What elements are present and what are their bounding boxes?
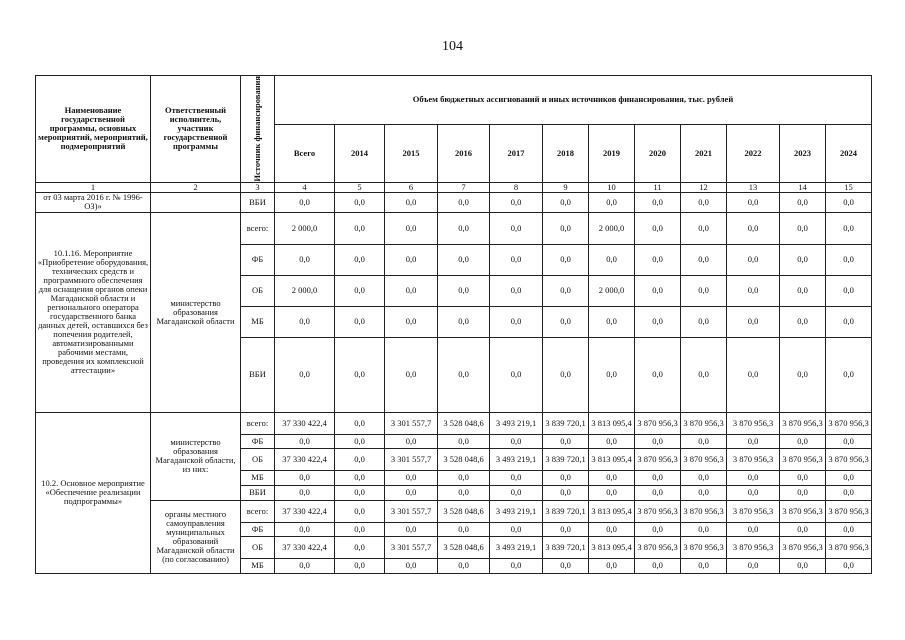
value-cell: 3 870 956,3 — [780, 500, 826, 522]
value-cell: 0,0 — [490, 337, 543, 412]
value-cell: 3 813 095,4 — [589, 448, 635, 470]
value-cell: 0,0 — [275, 485, 335, 500]
value-cell: 0,0 — [275, 434, 335, 448]
value-cell: 0,0 — [438, 337, 490, 412]
responsible-cell — [151, 192, 241, 212]
value-cell: 0,0 — [385, 275, 438, 306]
value-cell: 0,0 — [681, 244, 727, 275]
value-cell: 2 000,0 — [589, 275, 635, 306]
responsible-cell: министерство образования Магаданской области — [151, 212, 241, 412]
source-cell: ФБ — [241, 434, 275, 448]
value-cell: 3 870 956,3 — [727, 536, 780, 558]
value-cell: 0,0 — [385, 212, 438, 244]
column-number-row — [36, 182, 872, 192]
value-cell: 0,0 — [635, 522, 681, 536]
value-cell: 0,0 — [543, 337, 589, 412]
source-cell: МБ — [241, 470, 275, 485]
value-cell: 0,0 — [275, 522, 335, 536]
value-cell: 0,0 — [727, 434, 780, 448]
value-cell: 0,0 — [635, 470, 681, 485]
column-number-9: 9 — [543, 182, 589, 192]
column-number-12: 12 — [681, 182, 727, 192]
header-total: Всего — [275, 124, 335, 182]
value-cell: 3 870 956,3 — [635, 412, 681, 434]
source-cell: всего: — [241, 500, 275, 522]
value-cell: 0,0 — [635, 212, 681, 244]
column-number-6: 6 — [385, 182, 438, 192]
source-cell: ОБ — [241, 275, 275, 306]
value-cell: 3 870 956,3 — [681, 500, 727, 522]
value-cell: 0,0 — [385, 485, 438, 500]
budget-table — [35, 75, 872, 574]
value-cell: 0,0 — [826, 470, 872, 485]
value-cell: 2 000,0 — [589, 212, 635, 244]
value-cell: 0,0 — [635, 244, 681, 275]
value-cell: 0,0 — [727, 275, 780, 306]
value-cell: 0,0 — [335, 485, 385, 500]
source-cell: ВБИ — [241, 485, 275, 500]
column-number-15: 15 — [826, 182, 872, 192]
value-cell: 0,0 — [385, 558, 438, 573]
value-cell: 3 493 219,1 — [490, 500, 543, 522]
column-number-3: 3 — [241, 182, 275, 192]
header-year-2015: 2015 — [385, 124, 438, 182]
value-cell: 3 870 956,3 — [681, 412, 727, 434]
value-cell: 0,0 — [490, 275, 543, 306]
value-cell: 0,0 — [826, 306, 872, 337]
value-cell: 3 870 956,3 — [826, 536, 872, 558]
value-cell: 0,0 — [635, 558, 681, 573]
value-cell: 0,0 — [727, 485, 780, 500]
value-cell: 0,0 — [681, 434, 727, 448]
value-cell: 0,0 — [385, 244, 438, 275]
table-row — [36, 500, 872, 522]
value-cell: 0,0 — [490, 522, 543, 536]
value-cell: 0,0 — [543, 522, 589, 536]
value-cell: 0,0 — [635, 485, 681, 500]
program-name-cell: 10.1.16. Мероприятие «Приобретение оборудования, технических средств и программного обеспечения для оснащения органов опеки Магаданской области и регионального оператора государственного банка данных детей, оставшихся без попечения родителей, автоматизированными рабочими местами, проведения их комплексной аттестации» — [36, 212, 151, 412]
value-cell: 0,0 — [385, 306, 438, 337]
value-cell: 3 301 557,7 — [385, 448, 438, 470]
value-cell: 0,0 — [490, 485, 543, 500]
value-cell: 0,0 — [385, 337, 438, 412]
value-cell: 0,0 — [275, 337, 335, 412]
value-cell: 0,0 — [335, 306, 385, 337]
value-cell: 0,0 — [543, 470, 589, 485]
value-cell: 0,0 — [589, 485, 635, 500]
table-row — [36, 192, 872, 212]
value-cell: 0,0 — [727, 522, 780, 536]
source-cell: всего: — [241, 212, 275, 244]
value-cell: 0,0 — [780, 244, 826, 275]
value-cell: 0,0 — [385, 434, 438, 448]
header-year-2014: 2014 — [335, 124, 385, 182]
value-cell: 3 870 956,3 — [681, 536, 727, 558]
header-year-2023: 2023 — [780, 124, 826, 182]
column-number-14: 14 — [780, 182, 826, 192]
value-cell: 3 870 956,3 — [635, 500, 681, 522]
source-cell: ВБИ — [241, 192, 275, 212]
value-cell: 0,0 — [543, 434, 589, 448]
header-year-2022: 2022 — [727, 124, 780, 182]
value-cell: 3 870 956,3 — [780, 448, 826, 470]
value-cell: 0,0 — [727, 470, 780, 485]
header-volume: Объем бюджетных ассигнований и иных источников финансирования, тыс. рублей — [275, 76, 872, 125]
value-cell: 0,0 — [438, 434, 490, 448]
value-cell: 0,0 — [490, 244, 543, 275]
source-cell: ФБ — [241, 244, 275, 275]
value-cell: 3 528 048,6 — [438, 412, 490, 434]
value-cell: 0,0 — [826, 275, 872, 306]
value-cell: 37 330 422,4 — [275, 448, 335, 470]
responsible-cell: органы местного самоуправления муниципальных образований Магаданской области (по согласованию) — [151, 500, 241, 573]
value-cell: 0,0 — [335, 337, 385, 412]
program-name-cell: 10.2. Основное мероприятие «Обеспечение реализации подпрограммы» — [36, 412, 151, 573]
value-cell: 0,0 — [490, 306, 543, 337]
value-cell: 0,0 — [780, 212, 826, 244]
value-cell: 0,0 — [727, 337, 780, 412]
value-cell: 0,0 — [385, 192, 438, 212]
value-cell: 3 493 219,1 — [490, 412, 543, 434]
value-cell: 0,0 — [335, 558, 385, 573]
table-row — [36, 412, 872, 434]
value-cell: 0,0 — [543, 212, 589, 244]
value-cell: 0,0 — [635, 337, 681, 412]
value-cell: 0,0 — [543, 485, 589, 500]
value-cell: 0,0 — [727, 192, 780, 212]
column-number-2: 2 — [151, 182, 241, 192]
value-cell: 3 813 095,4 — [589, 412, 635, 434]
value-cell: 3 839 720,1 — [543, 412, 589, 434]
value-cell: 0,0 — [589, 470, 635, 485]
value-cell: 0,0 — [543, 244, 589, 275]
value-cell: 0,0 — [635, 275, 681, 306]
value-cell: 0,0 — [275, 470, 335, 485]
value-cell: 3 301 557,7 — [385, 536, 438, 558]
column-number-11: 11 — [635, 182, 681, 192]
value-cell: 3 839 720,1 — [543, 536, 589, 558]
value-cell: 3 870 956,3 — [635, 536, 681, 558]
value-cell: 0,0 — [826, 522, 872, 536]
value-cell: 0,0 — [826, 192, 872, 212]
value-cell: 0,0 — [438, 244, 490, 275]
value-cell: 2 000,0 — [275, 275, 335, 306]
value-cell: 0,0 — [727, 558, 780, 573]
value-cell: 0,0 — [681, 192, 727, 212]
value-cell: 0,0 — [490, 212, 543, 244]
value-cell: 3 839 720,1 — [543, 448, 589, 470]
value-cell: 3 870 956,3 — [727, 500, 780, 522]
source-cell: МБ — [241, 306, 275, 337]
value-cell: 0,0 — [335, 522, 385, 536]
header-year-2024: 2024 — [826, 124, 872, 182]
value-cell: 0,0 — [490, 470, 543, 485]
value-cell: 0,0 — [780, 522, 826, 536]
value-cell: 0,0 — [543, 192, 589, 212]
value-cell: 3 870 956,3 — [681, 448, 727, 470]
value-cell: 0,0 — [438, 522, 490, 536]
value-cell: 37 330 422,4 — [275, 536, 335, 558]
value-cell: 0,0 — [635, 306, 681, 337]
value-cell: 0,0 — [681, 558, 727, 573]
header-name: Наименование государственной программы, основных мероприятий, мероприятий, подмероприятий — [36, 76, 151, 183]
value-cell: 2 000,0 — [275, 212, 335, 244]
value-cell: 0,0 — [490, 558, 543, 573]
value-cell: 0,0 — [589, 306, 635, 337]
source-cell: всего: — [241, 412, 275, 434]
value-cell: 3 528 048,6 — [438, 536, 490, 558]
value-cell: 0,0 — [635, 192, 681, 212]
value-cell: 0,0 — [438, 306, 490, 337]
value-cell: 0,0 — [780, 306, 826, 337]
value-cell: 0,0 — [543, 275, 589, 306]
source-cell: ВБИ — [241, 337, 275, 412]
value-cell: 0,0 — [681, 306, 727, 337]
value-cell: 0,0 — [275, 306, 335, 337]
column-number-13: 13 — [727, 182, 780, 192]
value-cell: 0,0 — [543, 306, 589, 337]
value-cell: 37 330 422,4 — [275, 500, 335, 522]
value-cell: 0,0 — [780, 485, 826, 500]
program-name-cell: от 03 марта 2016 г. № 1996-ОЗ)» — [36, 192, 151, 212]
value-cell: 0,0 — [780, 470, 826, 485]
value-cell: 0,0 — [335, 275, 385, 306]
header-year-2018: 2018 — [543, 124, 589, 182]
value-cell: 0,0 — [780, 275, 826, 306]
value-cell: 0,0 — [438, 192, 490, 212]
value-cell: 0,0 — [335, 412, 385, 434]
source-cell: ОБ — [241, 448, 275, 470]
table-row — [36, 212, 872, 244]
value-cell: 0,0 — [589, 558, 635, 573]
value-cell: 3 839 720,1 — [543, 500, 589, 522]
value-cell: 0,0 — [335, 192, 385, 212]
value-cell: 0,0 — [589, 337, 635, 412]
value-cell: 0,0 — [727, 212, 780, 244]
value-cell: 0,0 — [438, 558, 490, 573]
column-number-8: 8 — [490, 182, 543, 192]
value-cell: 0,0 — [335, 434, 385, 448]
source-cell: ФБ — [241, 522, 275, 536]
value-cell: 3 870 956,3 — [727, 448, 780, 470]
value-cell: 0,0 — [635, 434, 681, 448]
value-cell: 0,0 — [681, 275, 727, 306]
value-cell: 0,0 — [589, 434, 635, 448]
value-cell: 0,0 — [438, 485, 490, 500]
source-cell: ОБ — [241, 536, 275, 558]
value-cell: 0,0 — [727, 306, 780, 337]
page-number: 104 — [442, 39, 463, 54]
responsible-cell: министерство образования Магаданской области, из них: — [151, 412, 241, 500]
value-cell: 0,0 — [780, 337, 826, 412]
value-cell: 3 813 095,4 — [589, 500, 635, 522]
value-cell: 0,0 — [589, 192, 635, 212]
column-number-5: 5 — [335, 182, 385, 192]
value-cell: 0,0 — [335, 500, 385, 522]
header-year-2021: 2021 — [681, 124, 727, 182]
header-year-2016: 2016 — [438, 124, 490, 182]
value-cell: 0,0 — [589, 244, 635, 275]
value-cell: 3 493 219,1 — [490, 536, 543, 558]
value-cell: 3 301 557,7 — [385, 500, 438, 522]
value-cell: 0,0 — [275, 244, 335, 275]
value-cell: 0,0 — [543, 558, 589, 573]
value-cell: 0,0 — [826, 485, 872, 500]
value-cell: 0,0 — [438, 470, 490, 485]
value-cell: 3 870 956,3 — [780, 536, 826, 558]
value-cell: 0,0 — [385, 470, 438, 485]
value-cell: 0,0 — [275, 192, 335, 212]
value-cell: 3 870 956,3 — [635, 448, 681, 470]
value-cell: 0,0 — [780, 434, 826, 448]
value-cell: 0,0 — [780, 192, 826, 212]
column-number-10: 10 — [589, 182, 635, 192]
column-number-1: 1 — [36, 182, 151, 192]
value-cell: 0,0 — [490, 434, 543, 448]
value-cell: 3 301 557,7 — [385, 412, 438, 434]
value-cell: 0,0 — [681, 470, 727, 485]
value-cell: 3 870 956,3 — [780, 412, 826, 434]
value-cell: 0,0 — [335, 244, 385, 275]
value-cell: 3 493 219,1 — [490, 448, 543, 470]
value-cell: 0,0 — [681, 522, 727, 536]
value-cell: 0,0 — [727, 244, 780, 275]
value-cell: 3 528 048,6 — [438, 500, 490, 522]
value-cell: 0,0 — [335, 212, 385, 244]
value-cell: 0,0 — [681, 337, 727, 412]
value-cell: 37 330 422,4 — [275, 412, 335, 434]
value-cell: 3 528 048,6 — [438, 448, 490, 470]
value-cell: 0,0 — [826, 337, 872, 412]
value-cell: 0,0 — [826, 212, 872, 244]
value-cell: 0,0 — [275, 558, 335, 573]
value-cell: 3 870 956,3 — [727, 412, 780, 434]
value-cell: 0,0 — [438, 212, 490, 244]
header-responsible: Ответственный исполнитель, участник государственной программы — [151, 76, 241, 183]
header-year-2019: 2019 — [589, 124, 635, 182]
value-cell: 0,0 — [681, 212, 727, 244]
value-cell: 0,0 — [335, 470, 385, 485]
value-cell: 0,0 — [335, 536, 385, 558]
header-year-2017: 2017 — [490, 124, 543, 182]
value-cell: 0,0 — [780, 558, 826, 573]
value-cell: 3 870 956,3 — [826, 412, 872, 434]
value-cell: 0,0 — [826, 244, 872, 275]
value-cell: 0,0 — [826, 434, 872, 448]
value-cell: 0,0 — [681, 485, 727, 500]
header-year-2020: 2020 — [635, 124, 681, 182]
value-cell: 0,0 — [335, 448, 385, 470]
column-number-4: 4 — [275, 182, 335, 192]
value-cell: 0,0 — [589, 522, 635, 536]
column-number-7: 7 — [438, 182, 490, 192]
value-cell: 0,0 — [385, 522, 438, 536]
source-cell: МБ — [241, 558, 275, 573]
value-cell: 0,0 — [490, 192, 543, 212]
value-cell: 0,0 — [438, 275, 490, 306]
value-cell: 3 870 956,3 — [826, 448, 872, 470]
value-cell: 3 870 956,3 — [826, 500, 872, 522]
value-cell: 3 813 095,4 — [589, 536, 635, 558]
header-source: Источник финансирования — [241, 76, 275, 183]
value-cell: 0,0 — [826, 558, 872, 573]
